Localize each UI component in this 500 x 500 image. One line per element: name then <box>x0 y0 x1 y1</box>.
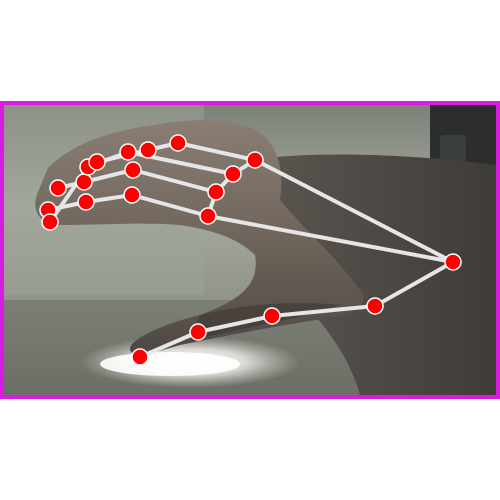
landmark-point-14 <box>120 144 136 160</box>
light-glare-core <box>100 352 240 376</box>
landmark-point-16 <box>42 214 58 230</box>
landmark-point-10 <box>125 162 141 178</box>
landmark-point-3 <box>190 324 206 340</box>
landmark-point-7 <box>78 194 94 210</box>
landmark-point-1 <box>367 298 383 314</box>
landmark-point-5 <box>200 208 216 224</box>
photo-frame <box>0 101 500 399</box>
landmark-point-20 <box>89 154 105 170</box>
landmark-point-0 <box>445 254 461 270</box>
landmark-point-9 <box>208 184 224 200</box>
landmark-point-4 <box>132 349 148 365</box>
hand-photo <box>4 105 496 395</box>
landmark-point-6 <box>124 187 140 203</box>
landmark-point-19 <box>140 142 156 158</box>
landmark-point-18 <box>170 135 186 151</box>
landmark-point-11 <box>76 174 92 190</box>
landmark-point-2 <box>264 308 280 324</box>
landmark-point-12 <box>50 180 66 196</box>
landmark-point-13 <box>225 166 241 182</box>
landmark-point-17 <box>247 152 263 168</box>
watch-band <box>440 135 466 163</box>
